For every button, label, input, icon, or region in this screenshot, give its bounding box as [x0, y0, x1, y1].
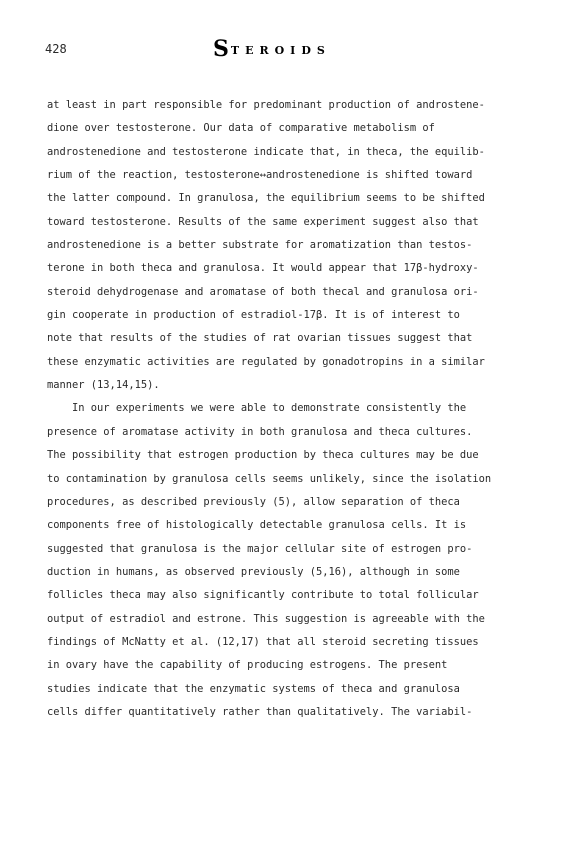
text-line: gin cooperate in production of estradiol-17β. It is of interest to	[47, 309, 460, 322]
text-line: In our experiments we were able to demonstrate consistently the	[47, 402, 467, 415]
text-line: duction in humans, as observed previously (5,16), although in some	[47, 565, 460, 578]
text-line: note that results of the studies of rat ovarian tissues suggest that	[47, 332, 473, 345]
journal-logo	[213, 36, 331, 62]
text-line: these enzymatic activities are regulated by gonadotropins in a similar	[47, 355, 485, 368]
text-line: rium of the reaction, testosterone↔androstenedione is shifted toward	[47, 169, 473, 182]
journal-logo-rest: TEROIDS	[230, 44, 331, 57]
text-line: findings of McNatty et al. (12,17) that all steroid secreting tissues	[47, 635, 479, 648]
text-line: steroid dehydrogenase and aromatase of both thecal and granulosa ori-	[47, 285, 479, 298]
page-number: 428	[45, 42, 67, 56]
journal-logo-initial: S	[213, 36, 231, 62]
text-line: androstenedione and testosterone indicate that, in theca, the equilib-	[47, 145, 485, 158]
text-line: terone in both theca and granulosa. It would appear that 17β-hydroxy-	[47, 262, 479, 275]
text-line: manner (13,14,15).	[47, 379, 160, 392]
text-line: dione over testosterone. Our data of comparative metabolism of	[47, 122, 435, 135]
text-line: toward testosterone. Results of the same experiment suggest also that	[47, 215, 479, 228]
text-line: in ovary have the capability of producing estrogens. The present	[47, 659, 448, 672]
text-line: procedures, as described previously (5), allow separation of theca	[47, 495, 460, 508]
text-line: components free of histologically detectable granulosa cells. It is	[47, 519, 467, 532]
body-text	[47, 94, 527, 724]
text-line: presence of aromatase activity in both granulosa and theca cultures.	[47, 425, 473, 438]
text-line: at least in part responsible for predominant production of androstene-	[47, 99, 485, 111]
text-line: studies indicate that the enzymatic systems of theca and granulosa	[47, 682, 460, 695]
text-line: the latter compound. In granulosa, the equilibrium seems to be shifted	[47, 192, 485, 205]
text-line: suggested that granulosa is the major cellular site of estrogen pro-	[47, 542, 473, 555]
text-line: output of estradiol and estrone. This suggestion is agreeable with the	[47, 612, 485, 625]
text-line: to contamination by granulosa cells seems unlikely, since the isolation	[47, 472, 492, 485]
text-line: cells differ quantitatively rather than qualitatively. The variabil-	[47, 705, 473, 718]
text-line: follicles theca may also significantly contribute to total follicular	[47, 589, 479, 602]
text-line: The possibility that estrogen production by theca cultures may be due	[47, 449, 479, 462]
text-line: androstenedione is a better substrate for aromatization than testos-	[47, 239, 473, 252]
